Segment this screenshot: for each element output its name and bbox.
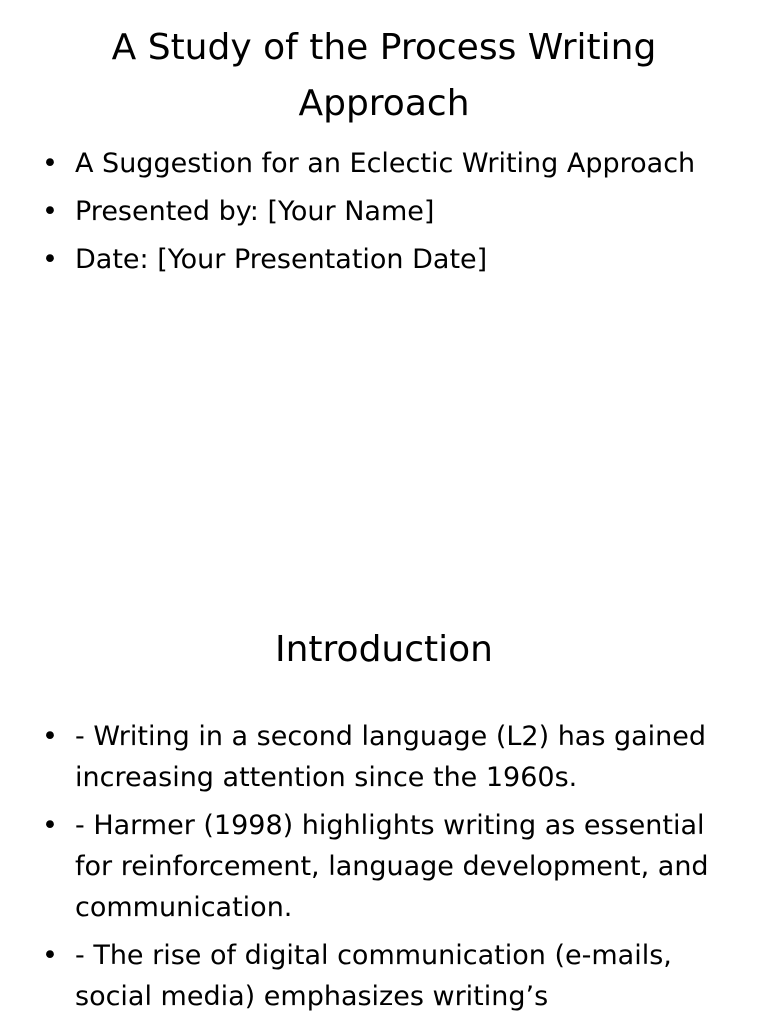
list-item	[40, 805, 720, 928]
slide-title: A Study of the Process Writing Approach	[111, 27, 657, 124]
list-item	[40, 188, 720, 236]
bullet-text: Presented by: [Your Name]	[75, 196, 435, 227]
list-item	[40, 935, 720, 1017]
list-item	[40, 140, 720, 188]
bullet-text: - Writing in a second language (L2) has gained increasing attention since the 1960s.	[75, 721, 707, 793]
bullet-text: - Harmer (1998) highlights writing as essential for reinforcement, language development, and communication.	[75, 810, 709, 923]
bullet-icon: •	[42, 244, 58, 275]
bullet-text: - The rise of digital communication (e-mails, social media) emphasizes writing’s	[75, 940, 672, 1012]
bullet-icon: •	[42, 940, 58, 971]
bullet-list	[40, 716, 720, 1024]
list-item	[40, 236, 720, 284]
list-item	[40, 716, 720, 798]
bullet-icon: •	[42, 721, 58, 752]
bullet-icon: •	[42, 810, 58, 841]
slide-2	[0, 576, 768, 1024]
slide-title: Introduction	[274, 629, 493, 670]
bullet-icon: •	[42, 148, 58, 179]
bullet-list	[40, 140, 720, 284]
bullet-text: A Suggestion for an Eclectic Writing Approach	[75, 148, 696, 179]
bullet-icon: •	[42, 196, 58, 227]
bullet-text: Date: [Your Presentation Date]	[75, 244, 488, 275]
